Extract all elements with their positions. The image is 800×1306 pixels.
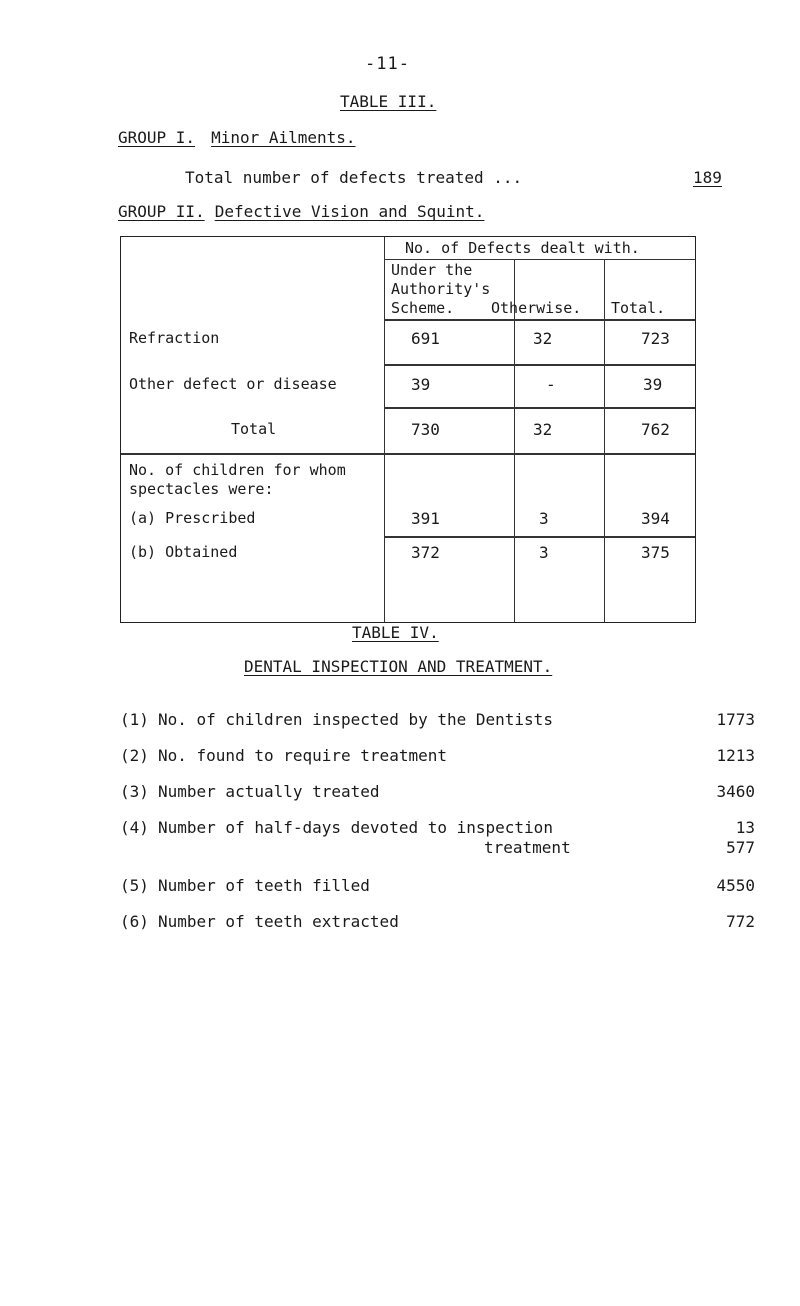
group-ii-label: GROUP II. [118, 202, 205, 221]
cell-value: 394 [641, 509, 670, 528]
item-text: Number actually treated [158, 782, 380, 801]
total-defects-value: 189 [693, 168, 722, 187]
item-value: 4550 [716, 876, 755, 895]
cell-value: 372 [411, 543, 440, 562]
list-item [120, 912, 755, 931]
item-number: (2) [120, 746, 149, 765]
spectacles-label-line2: spectacles were: [129, 480, 274, 498]
item-value: 13 [735, 818, 755, 837]
cell-value: 691 [411, 329, 440, 348]
spectacles-label-line1: No. of children for whom [129, 461, 346, 479]
group-i-heading [118, 128, 356, 147]
item-number: (3) [120, 782, 149, 801]
header-col1-line1: Under the [391, 261, 473, 279]
cell-value: 730 [411, 420, 440, 439]
row-label-refraction: Refraction [129, 329, 220, 347]
row-divider [384, 364, 695, 366]
item-value: 3460 [716, 782, 755, 801]
row-divider [384, 319, 695, 321]
col-divider [384, 237, 385, 622]
cell-value: - [546, 375, 556, 394]
cell-value: 3 [539, 509, 549, 528]
row-divider [384, 536, 695, 538]
item-number: (1) [120, 710, 149, 729]
group-ii-desc: Defective Vision and Squint. [214, 202, 485, 221]
col-divider [604, 259, 605, 622]
item-value: 1773 [716, 710, 755, 729]
table-iv-subtitle: DENTAL INSPECTION AND TREATMENT. [244, 657, 553, 676]
item-text: No. of children inspected by the Dentists [158, 710, 553, 729]
cell-value: 39 [411, 375, 431, 394]
group-i-desc: Minor Ailments. [211, 128, 356, 147]
item-value: 772 [726, 912, 755, 931]
row-label-prescribed: (a) Prescribed [129, 509, 256, 527]
cell-value: 39 [643, 375, 663, 394]
group-ii-heading [118, 202, 484, 221]
defects-table [120, 236, 696, 623]
total-defects-label: Total number of defects treated ... [185, 168, 523, 187]
header-main: No. of Defects dealt with. [405, 239, 640, 257]
item-value: 1213 [716, 746, 755, 765]
item-number: (6) [120, 912, 149, 931]
page-number: -11- [365, 54, 410, 74]
list-item [120, 782, 755, 801]
group-i-label: GROUP I. [118, 128, 196, 147]
header-col3: Total. [611, 299, 666, 317]
cell-value: 375 [641, 543, 670, 562]
table-iii-title: TABLE III. [340, 92, 437, 111]
row-divider [121, 453, 695, 455]
row-label-other-defect: Other defect or disease [129, 375, 337, 393]
table-iv-title: TABLE IV. [352, 623, 439, 642]
row-divider [384, 259, 695, 260]
item-value: 577 [726, 838, 755, 857]
cell-value: 32 [533, 420, 553, 439]
item-text: No. found to require treatment [158, 746, 447, 765]
list-item [120, 710, 755, 729]
cell-value: 391 [411, 509, 440, 528]
list-item [120, 746, 755, 765]
item-text: Number of half-days devoted to inspection [158, 818, 553, 837]
item-text: treatment [484, 838, 571, 857]
cell-value: 32 [533, 329, 553, 348]
item-text: Number of teeth extracted [158, 912, 399, 931]
item-number: (5) [120, 876, 149, 895]
header-col1-line3: Scheme. [391, 299, 455, 317]
list-item [120, 876, 755, 895]
cell-value: 3 [539, 543, 549, 562]
row-label-total: Total [231, 420, 277, 438]
list-item [120, 818, 755, 837]
row-label-obtained: (b) Obtained [129, 543, 238, 561]
header-col1-line2: Authority's [391, 280, 491, 298]
total-defects-line [185, 168, 722, 187]
row-divider [384, 407, 695, 409]
cell-value: 762 [641, 420, 670, 439]
item-number: (4) [120, 818, 149, 837]
cell-value: 723 [641, 329, 670, 348]
header-col2: Otherwise. [491, 299, 582, 317]
item-text: Number of teeth filled [158, 876, 370, 895]
